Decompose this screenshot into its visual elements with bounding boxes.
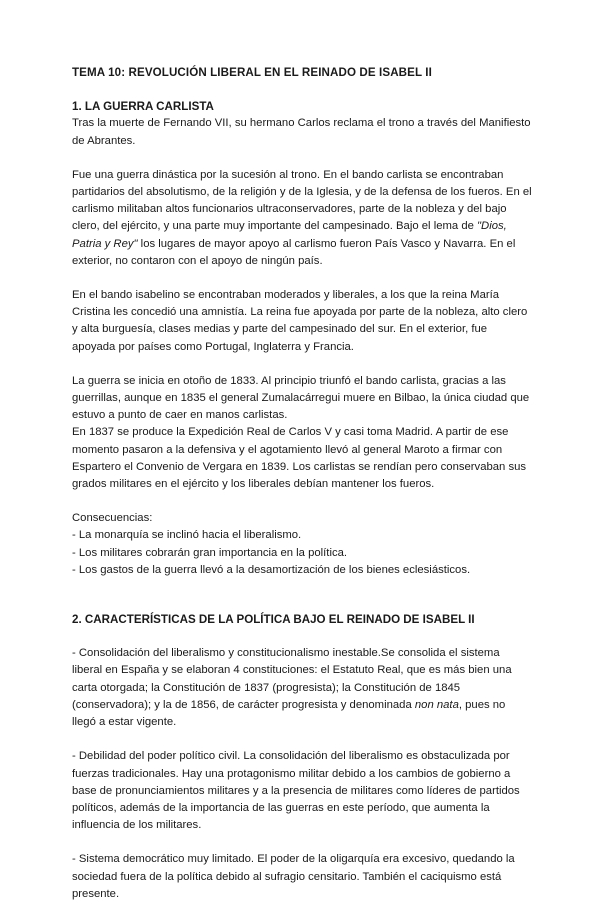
paragraph-text: los lugares de mayor apoyo al carlismo fueron País Vasco y Navarra. En el exterior, no contaron con el apoyo de ningún país. (72, 237, 516, 267)
carlist-motto: "Dios, Patria y Rey" (72, 220, 507, 250)
section1-paragraph-2 (72, 167, 532, 270)
list-item: - Los militares cobrarán gran importancia en la política. (72, 546, 348, 559)
paragraph-text: - Consolidación del liberalismo y constitucionalismo inestable.Se consolida el sistema liberal en España y se elaboran 4 constituciones: el Estatuto Real, que es más bien una carta otorgada; la Constitución de 1837 (progresista); la Constitución de 1845 (conservadora); y la de 1856, de carácter progresista y denominada (72, 647, 512, 711)
section1-paragraph-3: En el bando isabelino se encontraban moderados y liberales, a los que la reina María Cristina les concedió una amnistía. La reina fue apoyada por parte de la nobleza, alto clero y alta burguesía, clases medias y parte del campesinado del sur. En el exterior, fue apoyada por países como Portugal, Inglaterra y Francia. (72, 289, 528, 353)
non-nata-term: non nata (414, 698, 459, 711)
section2-paragraph-2: - Debilidad del poder político civil. La consolidación del liberalismo es obstaculizada por fuerzas tradicionales. Hay una protagonismo militar debido a los cambios de gobierno a base de pronunciamientos militares y a la presencia de militares como líderes de partidos políticos, además de la importancia de las guerras en este período, que aumenta la influencia de los militares. (72, 750, 520, 832)
consequences-list (72, 527, 532, 579)
paragraph-text: , pues no llegó a estar vigente. (72, 698, 506, 729)
consequences-label: Consecuencias: (72, 512, 153, 525)
section1-heading: 1. LA GUERRA CARLISTA (72, 100, 214, 114)
document-page (72, 64, 532, 903)
list-item: - Los gastos de la guerra llevó a la desamortización de los bienes eclesiásticos. (72, 563, 471, 576)
list-item: - La monarquía se inclinó hacia el liberalismo. (72, 529, 302, 542)
section2-paragraph-3: - Sistema democrático muy limitado. El poder de la oligarquía era excesivo, quedando la sociedad fuera de la política debido al sufragio censitario. También el caciquismo está presente. (72, 853, 515, 900)
section1-paragraph-5: En 1837 se produce la Expedición Real de Carlos V y casi toma Madrid. A partir de ese momento pasaron a la defensiva y el agotamiento llevó al general Maroto a firmar con Espartero el Convenio de Vergara en 1839. Los carlistas se rendían pero conservaban sus grados militares en el ejército y los liberales debían mantener los fueros. (72, 426, 527, 491)
section2-paragraph-1 (72, 645, 532, 731)
section2-heading: 2. CARACTERÍSTICAS DE LA POLÍTICA BAJO EL REINADO DE ISABEL II (72, 613, 475, 627)
document-title: TEMA 10: REVOLUCIÓN LIBERAL EN EL REINADO DE ISABEL II (72, 66, 432, 79)
paragraph-text: Fue una guerra dinástica por la sucesión al trono. En el bando carlista se encontraban partidarios del absolutismo, de la religión y de la Iglesia, y de la defensa de los fueros. En el carlismo militaban altos funcionarios ultraconservadores, parte de la nobleza y del bajo clero, del ejército, y una parte muy importante del campesinado. Bajo el lema de (72, 168, 532, 233)
section1-paragraph-1: Tras la muerte de Fernando VII, su hermano Carlos reclama el trono a través del Manifiesto de Abrantes. (72, 117, 531, 147)
section1-paragraph-4: La guerra se inicia en otoño de 1833. Al principio triunfó el bando carlista, gracias a las guerrillas, aunque en 1835 el general Zumalacárregui muere en Bilbao, la única ciudad que estuvo a punto de caer en manos carlistas. (72, 374, 530, 422)
